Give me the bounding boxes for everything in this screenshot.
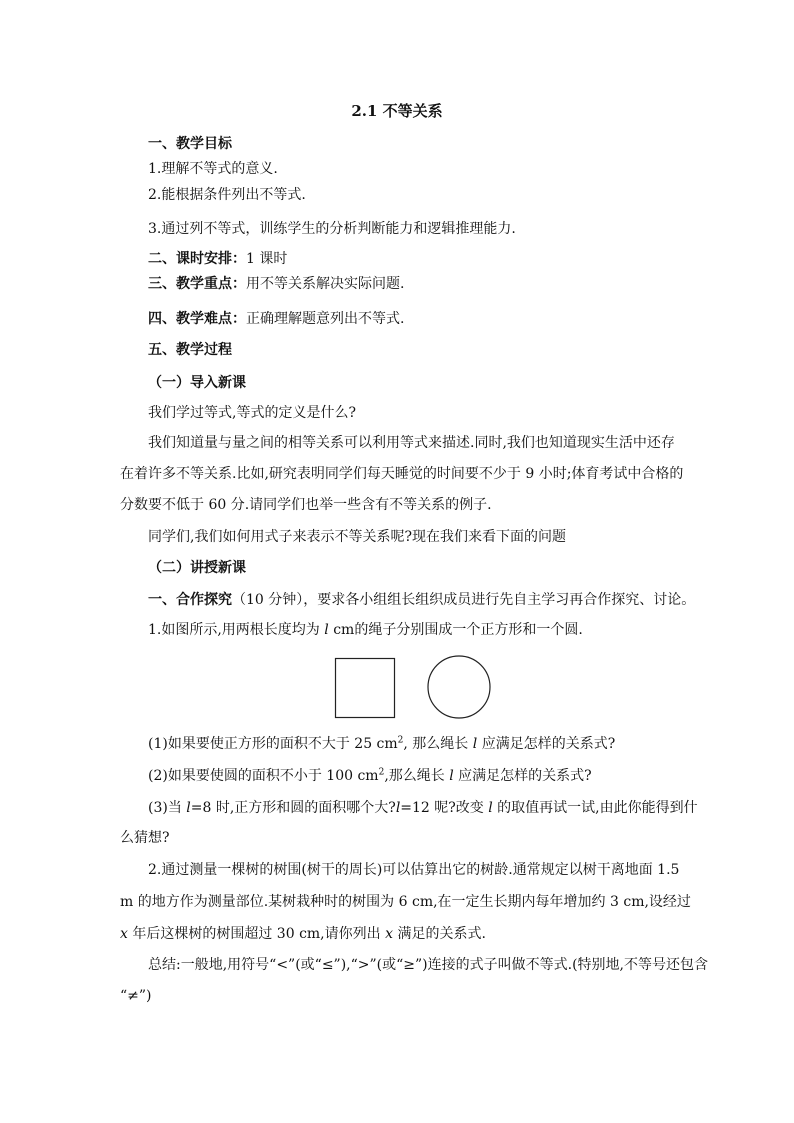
paragraph-line: 在着许多不等关系.比如,研究表明同学们每天睡觉的时间要不少于 9 小时;体育考试中合格的 xyxy=(120,466,684,482)
s2-sup: 2 xyxy=(378,767,385,778)
q1-text: 1.如图所示,用两根长度均为 xyxy=(148,622,325,638)
var-l: l xyxy=(186,800,191,816)
page-title: 2.1 不等关系 xyxy=(351,102,443,120)
key-point-label: 三、教学重点： xyxy=(148,276,246,292)
s3-text: =12 呢?改变 xyxy=(400,800,489,816)
var-x: x xyxy=(385,926,393,942)
question-2-line: m 的地方作为测量部位.某树栽种时的树围为 6 cm,在一定生长期内每年增加约 3 cm,设经过 xyxy=(120,894,691,910)
part-heading-intro: （一）导入新课 xyxy=(148,375,246,391)
s1-mid: , 那么绳长 xyxy=(403,736,473,752)
key-point-line xyxy=(148,274,404,294)
goal-item: 2.能根据条件列出不等式. xyxy=(148,187,306,203)
var-x: x xyxy=(120,926,128,942)
paragraph: 同学们,我们如何用式子来表示不等关系呢?现在我们来看下面的问题 xyxy=(148,529,566,545)
s2-text: (2)如果要使圆的面积不小于 100 cm xyxy=(148,768,379,784)
paragraph-line: 分数要不低于 60 分.请同学们也举一些含有不等关系的例子. xyxy=(120,497,492,513)
paragraph: 我们学过等式,等式的定义是什么? xyxy=(148,405,356,421)
schedule-text: 1 课时 xyxy=(246,251,288,267)
goal-item: 1.理解不等式的意义. xyxy=(148,161,278,177)
q2-text-end: 满足的关系式. xyxy=(393,926,486,942)
key-point-text: 用不等关系解决实际问题. xyxy=(246,276,405,292)
var-l: l xyxy=(395,800,401,816)
s3-text: 的取值再试一试,由此你能得到什 xyxy=(492,800,698,816)
square-shape xyxy=(336,659,395,718)
summary-line: 总结:一般地,用符号“<”(或“≤”),“>”(或“≥”)连接的式子叫做不等式.(特别地,不等号还包含 xyxy=(148,957,709,973)
var-l: l xyxy=(488,800,493,816)
s2-end: 应满足怎样的关系式? xyxy=(453,768,592,784)
question-2-line xyxy=(120,924,486,944)
q2-text: 年后这棵树的树围超过 30 cm,请你列出 xyxy=(127,926,386,942)
part-heading-new-lesson: （二）讲授新课 xyxy=(148,560,246,576)
square-circle-figure xyxy=(330,654,500,724)
summary-line: “≠”) xyxy=(120,988,152,1004)
s1-text: (1)如果要使正方形的面积不大于 25 cm xyxy=(148,736,398,752)
sub-question-2 xyxy=(148,766,592,786)
difficulty-label: 四、教学难点： xyxy=(148,311,246,327)
schedule-label: 二、课时安排： xyxy=(148,251,246,267)
var-l: l xyxy=(449,768,454,784)
s1-sup: 2 xyxy=(397,735,404,746)
var-l: l xyxy=(324,622,329,638)
circle-shape xyxy=(428,656,490,718)
section-heading-process: 五、教学过程 xyxy=(148,342,232,358)
difficulty-text: 正确理解题意列出不等式. xyxy=(246,311,405,327)
sub-question-1 xyxy=(148,734,615,754)
section-heading-goals: 一、教学目标 xyxy=(148,136,232,152)
paragraph-line: 我们知道量与量之间的相等关系可以利用等式来描述.同时,我们也知道现实生活中还存 xyxy=(148,435,675,451)
q1-text-end: cm的绳子分别围成一个正方形和一个圆. xyxy=(328,622,583,638)
difficulty-line xyxy=(148,309,404,329)
s2-mid: ,那么绳长 xyxy=(384,768,450,784)
s3-text: (3)当 xyxy=(148,800,187,816)
schedule-line xyxy=(148,249,287,269)
cooperation-label: 一、合作探究 xyxy=(148,592,232,608)
question-1 xyxy=(148,620,583,640)
cooperation-text: （10 分钟），要求各小组组长组织成员进行先自主学习再合作探究、讨论。 xyxy=(232,592,696,608)
goal-item: 3.通过列不等式，训练学生的分析判断能力和逻辑推理能力. xyxy=(148,221,516,237)
question-2-line: 2.通过测量一棵树的树围(树干的周长)可以估算出它的树龄.通常规定以树干离地面 1.5 xyxy=(148,862,680,878)
s3-text: =8 时,正方形和圆的面积哪个大? xyxy=(190,800,396,816)
sub-question-3 xyxy=(148,798,698,818)
cooperation-line xyxy=(148,590,695,610)
sub-question-3-cont: 么猜想? xyxy=(120,830,170,846)
s1-end: 应满足怎样的关系式? xyxy=(477,736,616,752)
var-l: l xyxy=(472,736,478,752)
